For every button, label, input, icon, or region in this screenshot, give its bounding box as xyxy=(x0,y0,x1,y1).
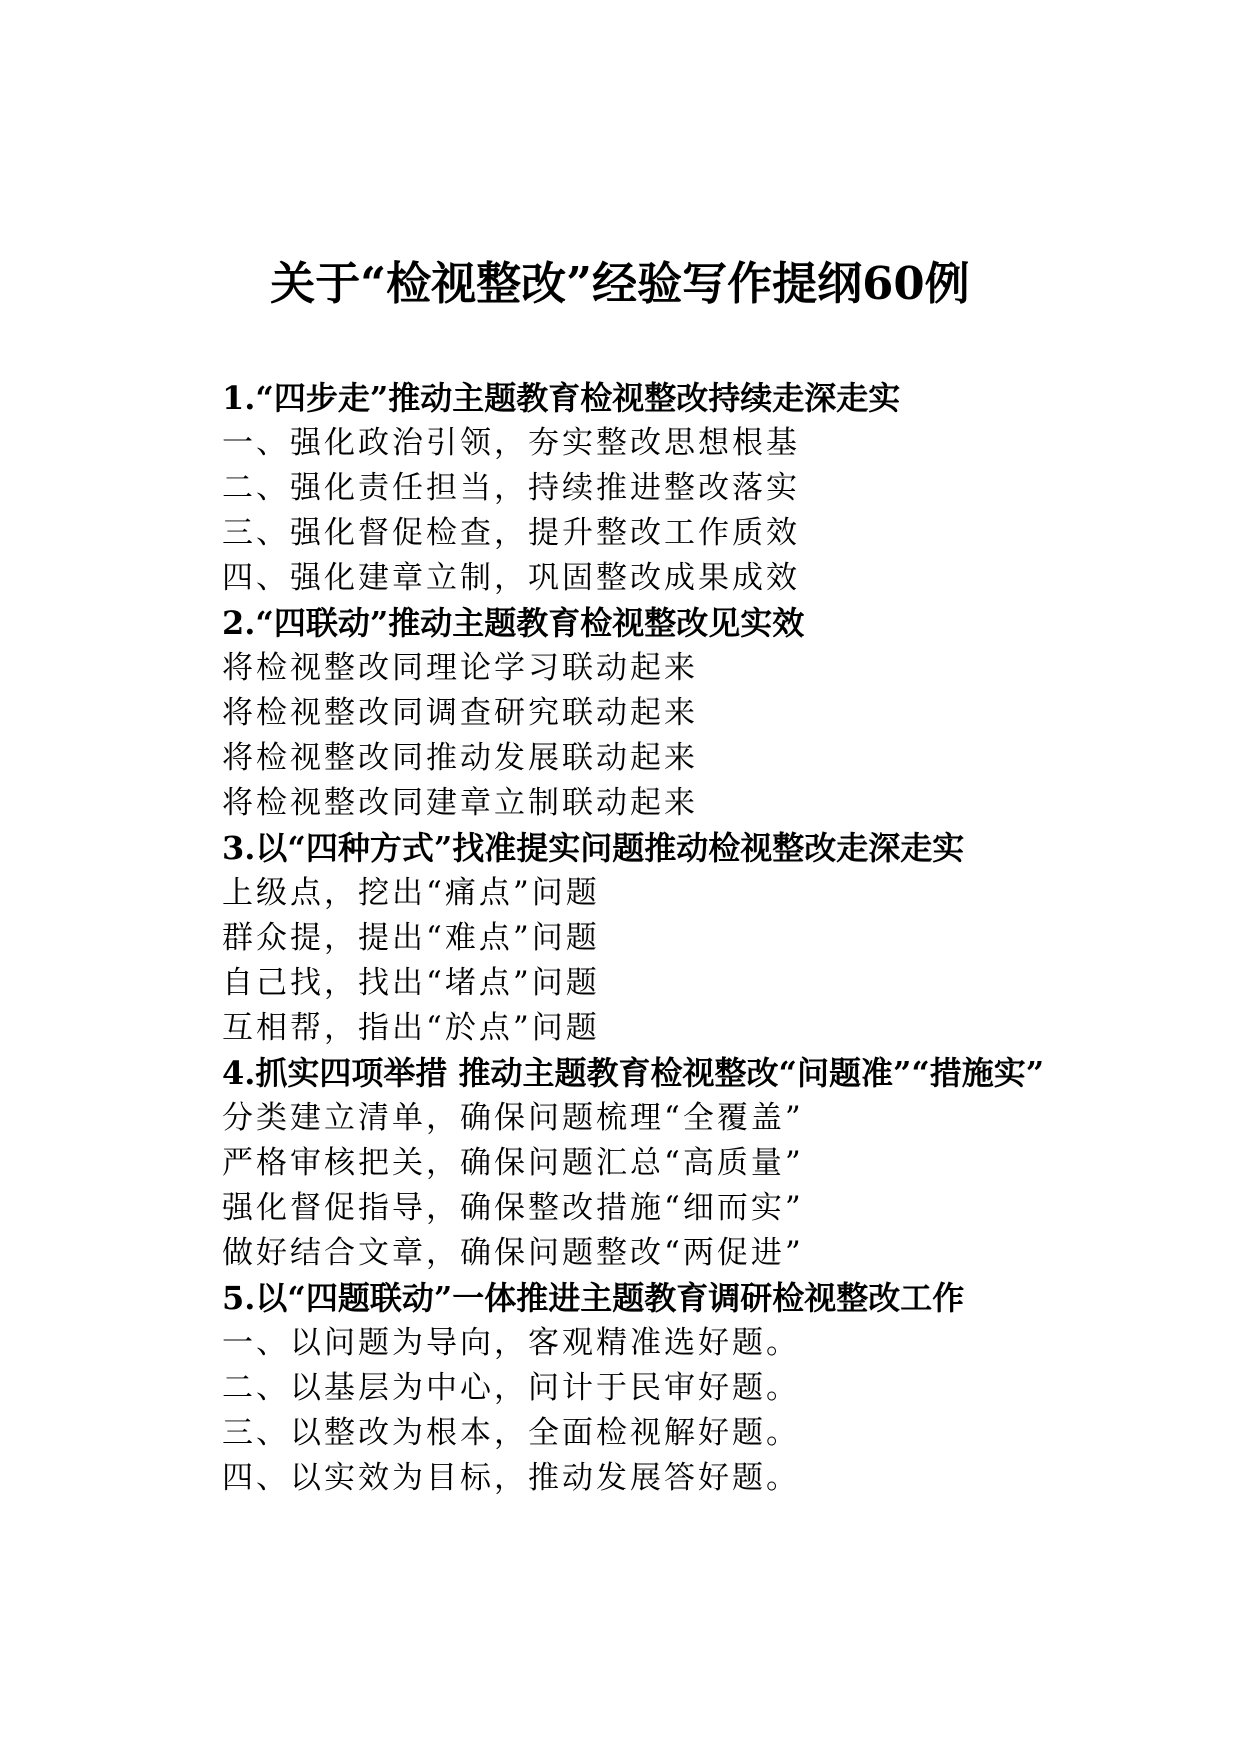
section-3 xyxy=(156,826,1086,1051)
list-item: 四、强化建章立制，巩固整改成果成效 xyxy=(222,560,800,596)
list-item: 三、以整改为根本，全面检视解好题。 xyxy=(222,1415,800,1451)
list-item: 四、以实效为目标，推动发展答好题。 xyxy=(222,1460,800,1496)
list-item: 分类建立清单，确保问题梳理“全覆盖” xyxy=(222,1100,804,1136)
list-item: 将检视整改同调查研究联动起来 xyxy=(222,695,698,731)
section-heading: 2.“四联动”推动主题教育检视整改见实效 xyxy=(222,604,805,642)
list-item: 互相帮，指出“於点”问题 xyxy=(222,1010,600,1046)
list-item: 强化督促指导，确保整改措施“细而实” xyxy=(222,1190,804,1226)
section-heading: 3.以“四种方式”找准提实问题推动检视整改走深走实 xyxy=(222,829,965,867)
section-heading: 1.“四步走”推动主题教育检视整改持续走深走实 xyxy=(222,379,901,417)
section-2 xyxy=(156,601,1086,826)
section-heading: 4.抓实四项举措 推动主题教育检视整改“问题准”“措施实” xyxy=(222,1054,1045,1092)
list-item: 做好结合文章，确保问题整改“两促进” xyxy=(222,1235,804,1271)
list-item: 将检视整改同建章立制联动起来 xyxy=(222,785,698,821)
list-item: 一、强化政治引领，夯实整改思想根基 xyxy=(222,425,800,461)
section-4 xyxy=(156,1051,1086,1276)
list-item: 一、以问题为导向，客观精准选好题。 xyxy=(222,1325,800,1361)
section-1 xyxy=(156,376,1086,601)
list-item: 自己找，找出“堵点”问题 xyxy=(222,965,600,1001)
document-body xyxy=(156,376,1086,1501)
list-item: 将检视整改同推动发展联动起来 xyxy=(222,740,698,776)
list-item: 二、强化责任担当，持续推进整改落实 xyxy=(222,470,800,506)
list-item: 群众提，提出“难点”问题 xyxy=(222,920,600,956)
section-heading: 5.以“四题联动”一体推进主题教育调研检视整改工作 xyxy=(222,1279,965,1317)
list-item: 二、以基层为中心，问计于民审好题。 xyxy=(222,1370,800,1406)
list-item: 上级点，挖出“痛点”问题 xyxy=(222,875,600,911)
section-5 xyxy=(156,1276,1086,1501)
list-item: 严格审核把关，确保问题汇总“高质量” xyxy=(222,1145,804,1181)
document-title: 关于“检视整改”经验写作提纲60例 xyxy=(270,257,970,310)
list-item: 将检视整改同理论学习联动起来 xyxy=(222,650,698,686)
list-item: 三、强化督促检查，提升整改工作质效 xyxy=(222,515,800,551)
